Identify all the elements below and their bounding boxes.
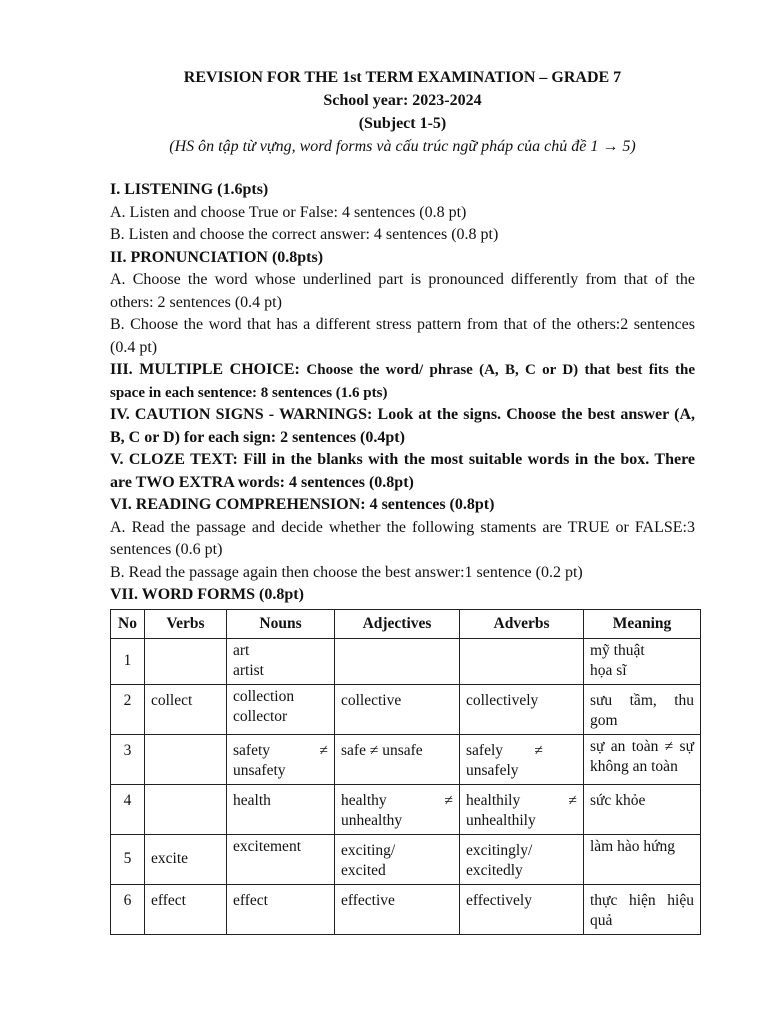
cloze-section <box>110 449 695 494</box>
cell-adverbs: healthily ≠ unhealthily <box>460 784 584 834</box>
cell-no: 1 <box>111 638 145 684</box>
listening-part-a: A. Listen and choose True or False: 4 sentences (0.8 pt) <box>110 203 467 221</box>
noun-form: artist <box>233 662 264 679</box>
header-meaning: Meaning <box>584 609 701 638</box>
table-row <box>111 784 701 834</box>
table-row <box>111 684 701 734</box>
cell-no: 3 <box>111 734 145 784</box>
word-forms-heading: VII. WORD FORMS (0.8pt) <box>110 586 304 603</box>
caution-detail: : Look at the signs. Choose the best answer (A, B, C or D) for each sign: 2 sentences (0.4pt) <box>110 406 696 446</box>
word-forms-table <box>110 609 701 935</box>
cell-verbs <box>145 734 227 784</box>
cell-adjectives: effective <box>335 884 460 934</box>
cloze-heading: V. CLOZE TEXT: Fill in the blanks with the most suitable words in the box. There are TWO EXTRA words <box>110 451 695 491</box>
cell-verbs: effect <box>145 884 227 934</box>
cell-verbs: collect <box>145 684 227 734</box>
listening-part-b: B. Listen and choose the correct answer: 4 sentences (0.8 pt) <box>110 226 499 243</box>
table-row <box>111 884 701 934</box>
cell-verbs <box>145 638 227 684</box>
subject-range: (Subject 1-5) <box>358 115 447 132</box>
school-year: School year: 2023-2024 <box>323 92 482 109</box>
noun-form: art <box>233 641 250 659</box>
cell-meaning: làm hào hứng <box>584 834 701 884</box>
header-nouns: Nouns <box>227 609 335 638</box>
meaning-line: họa sĩ <box>590 662 627 679</box>
header-adverbs: Adverbs <box>460 609 584 638</box>
cell-adverbs: collectively <box>460 684 584 734</box>
header-no: No <box>111 609 145 638</box>
pronunciation-part-a: A. Choose the word whose underlined part is pronounced differently from that of the others: 2 sentences (0.4 pt) <box>110 271 695 311</box>
cell-no: 2 <box>111 684 145 734</box>
cloze-detail: : 4 sentences (0.8pt) <box>279 473 414 491</box>
reading-heading: VI. READING COMPREHENSION: 4 sentences (0.8pt) <box>110 496 495 513</box>
cell-meaning: sưu tầm, thu gom <box>584 684 701 734</box>
cell-adjectives <box>335 638 460 684</box>
multiple-choice-heading: III. MULTIPLE CHOICE: <box>110 361 300 378</box>
cell-nouns: health <box>227 784 335 834</box>
table-row <box>111 834 701 884</box>
cell-nouns: excitement <box>227 834 335 884</box>
noun-form: collector <box>233 708 288 725</box>
cell-verbs: excite <box>145 834 227 884</box>
table-row <box>111 638 701 684</box>
caution-heading: IV. CAUTION SIGNS - WARNINGS <box>110 406 368 423</box>
cell-verbs <box>145 784 227 834</box>
header-adjectives: Adjectives <box>335 609 460 638</box>
pronunciation-part-b: B. Choose the word that has a different stress pattern from that of the others:2 sentences (0.4 pt) <box>110 316 695 356</box>
cell-adjectives: exciting/ excited <box>335 834 460 884</box>
caution-section <box>110 404 695 449</box>
cell-adverbs: safely ≠ unsafely <box>460 734 584 784</box>
cell-adjectives: collective <box>335 684 460 734</box>
vietnamese-note: (HS ôn tập từ vựng, word forms và cấu trúc ngữ pháp của chủ đề 1 → 5) <box>169 138 636 155</box>
multiple-choice-detail: Choose the word/ phrase (A, B, C or D) that best fits the space in each sentence: 8 sentences (1.6 pts) <box>110 362 695 401</box>
document-title: REVISION FOR THE 1st TERM EXAMINATION – GRADE 7 <box>183 69 622 86</box>
cell-nouns <box>227 638 335 684</box>
header-verbs: Verbs <box>145 609 227 638</box>
cell-nouns: effect <box>227 884 335 934</box>
cell-meaning: sức khỏe <box>584 784 701 834</box>
reading-part-a: A. Read the passage and decide whether the following staments are TRUE or FALSE:3 sentences (0.6 pt) <box>110 518 695 558</box>
reading-part-b: B. Read the passage again then choose the best answer:1 sentence (0.2 pt) <box>110 563 583 581</box>
table-header-row <box>111 609 701 638</box>
cell-adverbs <box>460 638 584 684</box>
meaning-line: mỹ thuật <box>590 641 645 659</box>
cell-adjectives: safe ≠ unsafe <box>335 734 460 784</box>
cell-no: 5 <box>111 834 145 884</box>
cell-adjectives: healthy ≠ unhealthy <box>335 784 460 834</box>
cell-meaning <box>584 638 701 684</box>
pronunciation-heading: II. PRONUNCIATION (0.8pts) <box>110 248 324 266</box>
cell-no: 6 <box>111 884 145 934</box>
cell-meaning: sự an toàn ≠ sự không an toàn <box>584 734 701 784</box>
listening-heading: I. LISTENING (1.6pts) <box>110 181 269 198</box>
cell-meaning: thực hiện hiệu quả <box>584 884 701 934</box>
cell-nouns: safety ≠ unsafety <box>227 734 335 784</box>
cell-adverbs: excitingly/ excitedly <box>460 834 584 884</box>
cell-no: 4 <box>111 784 145 834</box>
noun-form: collection <box>233 687 295 705</box>
cell-adverbs: effectively <box>460 884 584 934</box>
table-row <box>111 734 701 784</box>
multiple-choice-section <box>110 359 695 404</box>
cell-nouns <box>227 684 335 734</box>
document-page <box>110 66 695 935</box>
